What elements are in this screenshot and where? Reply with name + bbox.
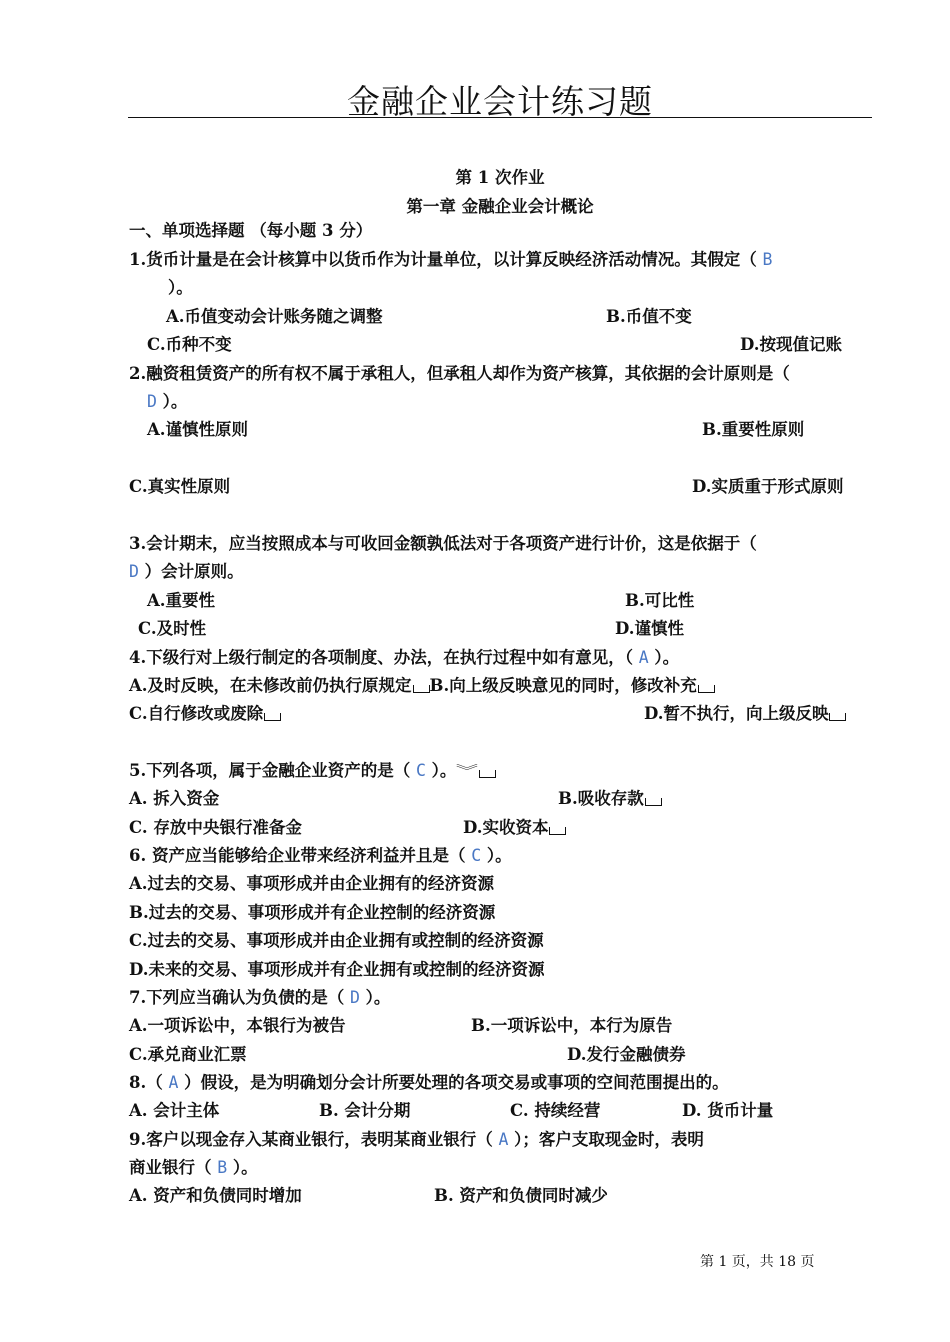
question-1-stem: 1.货币计量是在会计核算中以货币作为计量单位，以计算反映经济活动情况。其假定（ (129, 250, 763, 269)
title-rule (128, 117, 872, 118)
paragraph-mark-icon (479, 770, 496, 778)
q8-option-c: C. 持续经营 (510, 1101, 601, 1120)
paragraph-mark-icon (264, 713, 281, 721)
question-4-answer: A (638, 648, 649, 667)
q5-option-d: D.实收资本 (463, 818, 549, 837)
question-9-cont: 商业银行（ B ）。 (129, 1158, 258, 1177)
page-footer: 第 1 页，共 18 页 (700, 1254, 815, 1270)
q4-option-ab-line (129, 676, 715, 696)
question-8-answer: A (168, 1073, 179, 1092)
assignment-heading: 第 1 次作业 (455, 168, 545, 187)
question-9-answer-1: A (498, 1130, 509, 1149)
q9-option-b: B. 资产和负债同时减少 (434, 1186, 608, 1205)
question-7: 7.下列应当确认为负债的是（ D ）。 (129, 988, 391, 1007)
q2-option-a: A.谨慎性原则 (147, 420, 249, 439)
question-3-stem-cont: D ）会计原则。 (129, 562, 244, 581)
q8-option-a: A. 会计主体 (129, 1101, 220, 1120)
q3-option-a: A.重要性 (147, 591, 216, 610)
q1-option-c: C.币种不变 (147, 335, 232, 354)
question-9: 9.客户以现金存入某商业银行，表明某商业银行（ A ）；客户支取现金时，表明 (129, 1130, 704, 1149)
paragraph-mark-icon (698, 685, 715, 693)
question-3-answer: D (129, 562, 139, 581)
question-2-stem-cont: D ）。 (147, 392, 188, 411)
question-5: 5.下列各项，属于金融企业资产的是（ C ）。︾ (129, 761, 496, 782)
q6-option-a: A.过去的交易、事项形成并由企业拥有的经济资源 (129, 874, 495, 893)
question-7-answer: D (349, 988, 360, 1007)
q4-option-b: B.向上级反映意见的同时，修改补充 (429, 676, 697, 695)
paragraph-mark-icon (549, 827, 566, 835)
q5-option-c: C. 存放中央银行准备金 (129, 818, 302, 837)
q1-option-b: B.币值不变 (606, 307, 692, 326)
q6-option-c: C.过去的交易、事项形成并由企业拥有或控制的经济资源 (129, 931, 544, 950)
q4-option-d: D.暂不执行，向上级反映 (644, 704, 829, 723)
paragraph-mark-icon (829, 713, 846, 721)
q7-option-c: C.承兑商业汇票 (129, 1045, 247, 1064)
q2-option-c: C.真实性原则 (129, 477, 231, 496)
paragraph-mark-icon (413, 685, 430, 693)
q8-option-d: D. 货币计量 (682, 1101, 774, 1120)
question-9-answer-2: B (217, 1158, 228, 1177)
question-6-answer: C (471, 846, 482, 865)
section-heading: 一、单项选择题 （每小题 3 分） (129, 221, 373, 240)
q4-option-a: A.及时反映，在未修改前仍执行原规定 (129, 676, 412, 695)
page-title: 金融企业会计练习题 (347, 82, 653, 121)
q4-option-c: C.自行修改或废除 (129, 704, 264, 723)
q3-option-d: D.谨慎性 (615, 619, 684, 638)
question-6: 6. 资产应当能够给企业带来经济利益并且是（ C ）。 (129, 846, 512, 865)
question-2-answer: D (147, 392, 157, 411)
question-5-answer: C (415, 761, 426, 780)
q2-option-d: D.实质重于形式原则 (692, 477, 844, 496)
q5-option-d-line (463, 818, 566, 838)
q3-option-b: B.可比性 (625, 591, 695, 610)
q7-option-d: D.发行金融债券 (567, 1045, 686, 1064)
q1-option-a: A.币值变动会计账务随之调整 (166, 307, 383, 326)
q2-option-b: B.重要性原则 (702, 420, 805, 439)
q4-option-d-line (644, 704, 846, 724)
question-1 (129, 250, 772, 270)
question-8: 8.（ A ）假设，是为明确划分会计所要处理的各项交易或事项的空间范围提出的。 (129, 1073, 729, 1092)
question-1-stem-cont: ）。 (168, 278, 193, 297)
q5-option-b: B.吸收存款 (558, 789, 644, 808)
q6-option-d: D.未来的交易、事项形成并有企业拥有或控制的经济资源 (129, 960, 545, 979)
q9-option-a: A. 资产和负债同时增加 (129, 1186, 302, 1205)
q5-option-a: A. 拆入资金 (129, 789, 220, 808)
question-3-stem: 3.会计期末，应当按照成本与可收回金额孰低法对于各项资产进行计价，这是依据于（ (129, 534, 757, 553)
q8-option-b: B. 会计分期 (319, 1101, 411, 1120)
q7-option-a: A.一项诉讼中，本银行为被告 (129, 1016, 346, 1035)
q3-option-c: C.及时性 (138, 619, 207, 638)
paragraph-mark-icon (645, 798, 662, 806)
question-2-stem: 2.融资租赁资产的所有权不属于承租人，但承租人却作为资产核算，其依据的会计原则是（ (129, 364, 790, 383)
q6-option-b: B.过去的交易、事项形成并有企业控制的经济资源 (129, 903, 496, 922)
q7-option-b: B.一项诉讼中，本行为原告 (471, 1016, 673, 1035)
question-4: 4.下级行对上级行制定的各项制度、办法，在执行过程中如有意见，（ A ）。 (129, 648, 680, 667)
q4-option-c-line (129, 704, 281, 724)
chevron-down-icon: ︾ (456, 764, 479, 780)
chapter-heading: 第一章 金融企业会计概论 (406, 197, 594, 216)
q1-option-d: D.按现值记账 (740, 335, 842, 354)
question-1-answer: B (762, 250, 773, 269)
q5-option-b-line (558, 789, 662, 809)
